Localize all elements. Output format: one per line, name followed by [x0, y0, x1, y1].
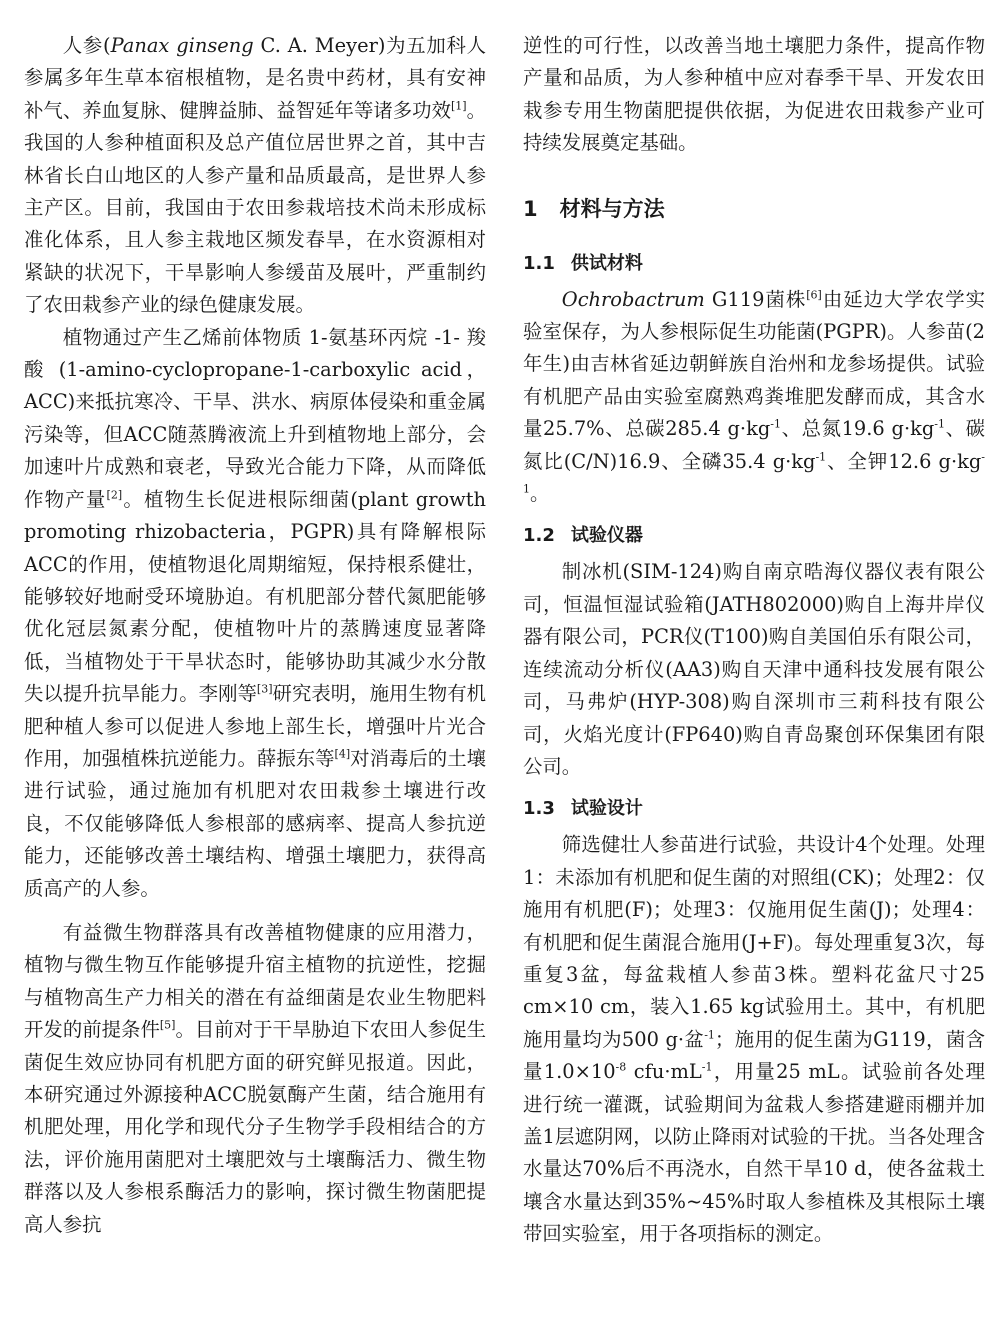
section-heading: 1 材料与方法 — [523, 196, 665, 221]
subsection-heading-instruments: 1.2 试验仪器 — [523, 525, 643, 547]
subsection-heading-design: 1.3 试验设计 — [523, 798, 643, 820]
citation-ref: [6] — [806, 288, 822, 302]
citation-ref: [3] — [256, 682, 273, 696]
citation-ref: [5] — [159, 1018, 176, 1032]
paragraph-materials: Ochrobactrum G119菌株[6]由延边大学农学实验室保存，为人参根际促生功能菌(PGPR)。人参苗(2年生)由吉林省延边朝鲜族自治州和龙参场提供。试验有机肥产品由实验室腐熟鸡粪堆肥发酵而成，其含水量25.7%、总碳285.4 $g\cdot kg^{-1}$、总氮19.6 $g\cdot kg^{-1}$、碳氮比(C/N)16.9、全磷35.4 $g\cdot kg^{-1}$、全钾12.6 $g\cdot kg^{-1}$。 — [523, 287, 986, 506]
paragraph-continuation: 逆性的可行性，以改善当地土壤肥力条件，提高作物产量和品质，为人参种植中应对春季干旱、开发农田栽参专用生物菌肥提供依据，为促进农田栽参产业可持续发展奠定基础。 — [523, 34, 985, 155]
paragraph-instruments: 制冰机(SIM-124)购自南京晧海仪器仪表有限公司，恒温恒湿试验箱(JATH802000)购自上海井岸仪器有限公司，PCR仪(T100)购自美国伯乐有限公司，连续流动分析仪(AA3)购自天津中通科技发展有限公司，马弗炉(HYP-308)购自深圳市三莉科技有限公司，火焰光度计(FP640)购自青岛聚创环保集团有限公司。 — [523, 560, 985, 778]
latin-name: Panax ginseng — [110, 34, 254, 57]
latin-name: Ochrobactrum — [561, 287, 705, 311]
left-column — [24, 30, 486, 1241]
citation-ref: [1] — [451, 99, 467, 113]
paragraph-microbes: 有益微生物群落具有改善植物健康的应用潜力，植物与微生物互作能够提升宿主植物的抗逆性，挖掘与植物高生产力相关的潜在有益细菌是农业生物肥料开发的前提条件[5]。目前对于干旱胁迫下农田人参促生菌促生效应协同有机肥方面的研究鲜见报道。因此，本研究通过外源接种ACC脱氨酶产生菌，结合施用有机肥处理，用化学和现代分子生物学手段相结合的方法，评价施用菌肥对土壤肥效与土壤酶活力、微生物群落以及人参根系酶活力的影响，探讨微生物菌肥提高人参抗 — [24, 920, 487, 1236]
paragraph-acc: 植物通过产生乙烯前体物质 1-氨基环丙烷 -1- 羧酸 (1-amino-cyclopropane-1-carboxylic acid，ACC)来抵抗寒冷、干旱、洪水、病原体侵染和重金属污染等，但ACC随蒸腾液流上升到植物地上部分，会加速叶片成熟和衰老，导致光合能力下降，从而降低作物产量[2]。植物生长促进根际细菌(plant growth promoting rhizobacteria，PGPR)具有降解根际ACC的作用，使植物退化周期缩短，保持根系健壮，能够较好地耐受环境胁迫。有机肥部分替代氮肥能够优化冠层氮素分配，使植物叶片的蒸腾速度显著降低，当植物处于干旱状态时，能够协助其减少水分散失以提升抗旱能力。李刚等[3]研究表明，施用生物有机肥种植人参可以促进人参地上部生长，增强叶片光合作用，加强植株抗逆能力。薛振东等[4]对消毒后的土壤进行试验，通过施加有机肥对农田栽参土壤进行改良，不仅能够降低人参根部的感病率、提高人参抗逆能力，还能够改善土壤结构、增强土壤肥力，获得高质高产的人参。 — [24, 325, 487, 900]
right-column — [523, 30, 985, 1251]
subsection-heading-materials: 1.1 供试材料 — [523, 252, 643, 274]
paragraph-design: 筛选健壮人参苗进行试验，共设计4个处理。处理1：未添加有机肥和促生菌的对照组(CK)；处理2：仅施用有机肥(F)；处理3：仅施用促生菌(J)；处理4：有机肥和促生菌混合施用(J+F)。每处理重复3次，每重复3盆，每盆栽植人参苗3株。塑料花盆尺寸25 cm×10 cm，装入1.65 kg试验用土。其中，有机肥施用量均为500 g·盆$^{-1}$；施用的促生菌为G119，菌含量$1.0\times 10^{-8}$ $cfu\cdot mL^{-1}$，用量25 mL。试验前各处理进行统一灌溉，试验期间为盆栽人参搭建避雨棚并加盖1层遮阴网，以防止降雨对试验的干扰。当各处理含水量达70%后不再浇水，自然干旱10 d，使各盆栽土壤含水量达到35%~45%时取人参植株及其根际土壤带回实验室，用于各项指标的测定。 — [523, 833, 985, 1246]
citation-ref: [4] — [334, 747, 351, 761]
paragraph-intro-ginseng: 人参(Panax ginseng C. A. Meyer)为五加科人参属多年生草本宿根植物，是名贵中药材，具有安神补气、养血复脉、健脾益肺、益智延年等诸多功效[1]。我国的人参种植面积及总产值位居世界之首，其中吉林省长白山地区的人参产量和品质最高，是世界人参主产区。目前，我国由于农田参栽培技术尚未形成标准化体系，且人参主栽地区频发春旱，在水资源相对紧缺的状况下，干旱影响人参缓苗及展叶，严重制约了农田栽参产业的绿色健康发展。 — [24, 34, 487, 317]
citation-ref: [2] — [106, 488, 123, 502]
